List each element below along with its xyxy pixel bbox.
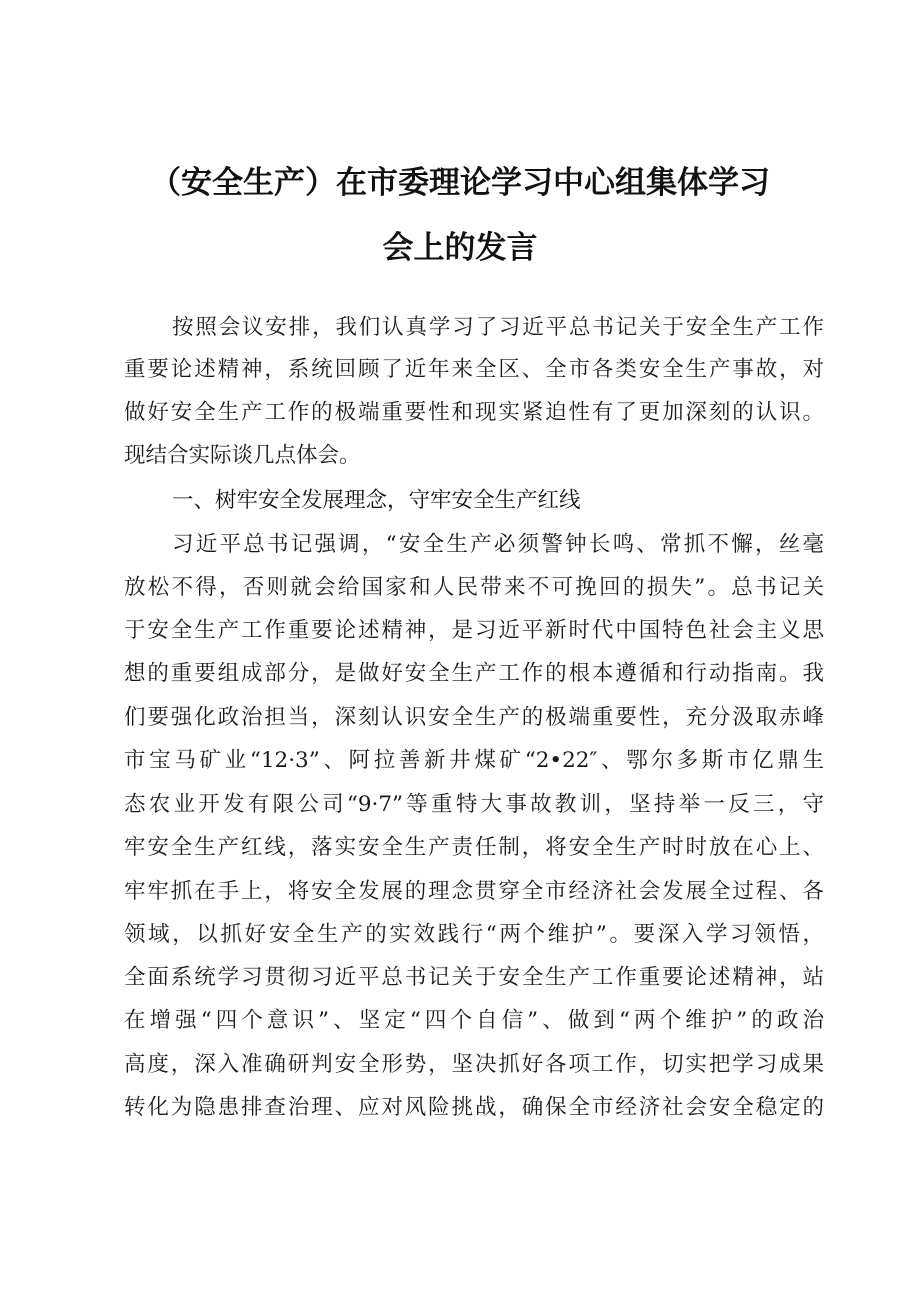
body-paragraph-line: 领域，以抓好安全生产的实效践行“两个维护”。要深入学习领悟， (124, 922, 824, 947)
body-paragraph-line: 放松不得，否则就会给国家和人民带来不可挽回的损失”。总书记关 (124, 575, 824, 600)
document-title-line-2: 会上的发言 (382, 230, 538, 266)
body-paragraph-line: 牢牢抓在手上，将安全发展的理念贯穿全市经济社会发展全过程、各 (124, 879, 824, 904)
body-paragraph-line: 全面系统学习贯彻习近平总书记关于安全生产工作重要论述精神，站 (124, 965, 824, 990)
body-paragraph-line: 想的重要组成部分，是做好安全生产工作的根本遵循和行动指南。我 (124, 661, 824, 686)
body-paragraph-line: 在增强“四个意识”、坚定“四个自信”、做到“两个维护”的政治 (124, 1008, 824, 1033)
body-paragraph-line: 高度，深入准确研判安全形势，坚决抓好各项工作，切实把学习成果 (124, 1052, 824, 1077)
intro-paragraph-line: 重要论述精神，系统回顾了近年来全区、全市各类安全生产事故，对 (124, 357, 824, 382)
body-paragraph-line: 市宝马矿业“12·3”、阿拉善新井煤矿“2•22″、鄂尔多斯市亿鼎生 (124, 748, 824, 773)
body-paragraph-line: 转化为隐患排查治理、应对风险挑战，确保全市经济社会安全稳定的 (124, 1095, 824, 1120)
body-paragraph-line: 于安全生产工作重要论述精神，是习近平新时代中国特色社会主义思 (124, 618, 824, 643)
intro-paragraph-line: 现结合实际谈几点体会。 (124, 443, 361, 468)
body-paragraph-line: 牢安全生产红线，落实安全生产责任制，将安全生产时时放在心上、 (124, 835, 824, 860)
intro-paragraph-line: 按照会议安排，我们认真学习了习近平总书记关于安全生产工作 (172, 315, 824, 340)
body-paragraph-line: 习近平总书记强调，“安全生产必须警钟长鸣、常抓不懈，丝毫 (172, 532, 824, 557)
intro-paragraph-line: 做好安全生产工作的极端重要性和现实紧迫性有了更加深刻的认识。 (124, 400, 824, 425)
body-paragraph-line: 态农业开发有限公司“9·7”等重特大事故教训，坚持举一反三，守 (124, 792, 824, 817)
document-title-line-1: （安全生产）在市委理论学习中心组集体学习 (150, 165, 770, 201)
body-paragraph-line: 们要强化政治担当，深刻认识安全生产的极端重要性，充分汲取赤峰 (124, 705, 824, 730)
section-heading: 一、树牢安全发展理念，守牢安全生产红线 (172, 488, 581, 513)
